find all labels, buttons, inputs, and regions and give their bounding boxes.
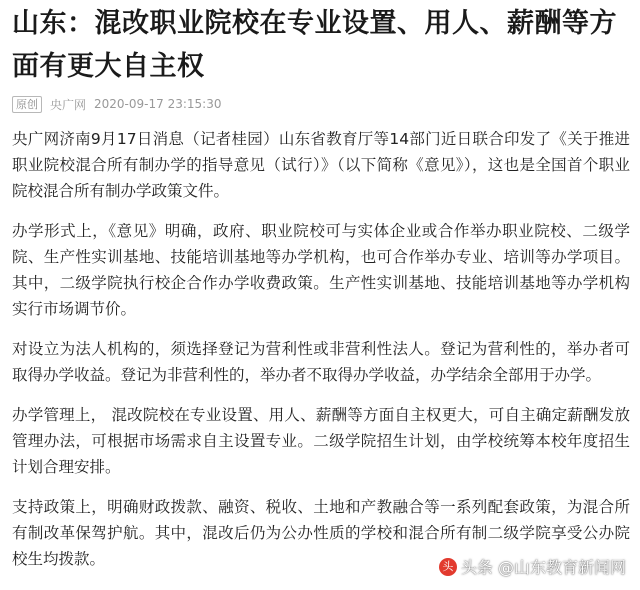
paragraph: 对设立为法人机构的，须选择登记为营利性或非营利性法人。登记为营利性的，举办者可取得办学收益。登记为非营利性的，举办者不取得办学收益，办学结余全部用于办学。	[12, 340, 630, 384]
article-meta	[12, 94, 630, 114]
paragraph: 办学形式上，《意见》明确，政府、职业院校可与实体企业或合作举办职业院校、二级学院、生产性实训基地、技能培训基地等办学机构，也可合作举办专业、培训等办学项目。其中，二级学院执行校企合作办学收费政策。生产性实训基地、技能培训基地等办学机构实行市场调节价。	[12, 222, 630, 318]
toutiao-logo-icon: 头	[439, 558, 457, 576]
article	[12, 2, 630, 586]
watermark	[439, 555, 626, 578]
paragraph: 办学管理上， 混改院校在专业设置、用人、薪酬等方面自主权更大，可自主确定薪酬发放管理办法，可根据市场需求自主设置专业。二级学院招生计划，由学校统筹本校年度招生计划合理安排。	[12, 406, 630, 476]
article-body	[12, 126, 630, 572]
paragraph: 央广网济南9月17日消息（记者桂园）山东省教育厅等14部门近日联合印发了《关于推进职业院校混合所有制办学的指导意见（试行）》（以下简称《意见》），这也是全国首个职业院校混合所有制办学政策文件。	[12, 130, 630, 200]
paragraph: 支持政策上，明确财政拨款、融资、税收、土地和产教融合等一系列配套政策，为混合所有制改革保驾护航。其中，混改后仍为公办性质的学校和混合所有制二级学院享受公办院校生均拨款。	[12, 498, 630, 568]
publish-time: 2020-09-17 23:15:30	[94, 97, 222, 111]
source-name[interactable]: 央广网	[50, 97, 87, 112]
original-badge: 原创	[12, 96, 42, 113]
watermark-text: 头条 @山东教育新闻网	[460, 558, 626, 577]
article-title: 山东：混改职业院校在专业设置、用人、薪酬等方面有更大自主权	[12, 8, 617, 82]
